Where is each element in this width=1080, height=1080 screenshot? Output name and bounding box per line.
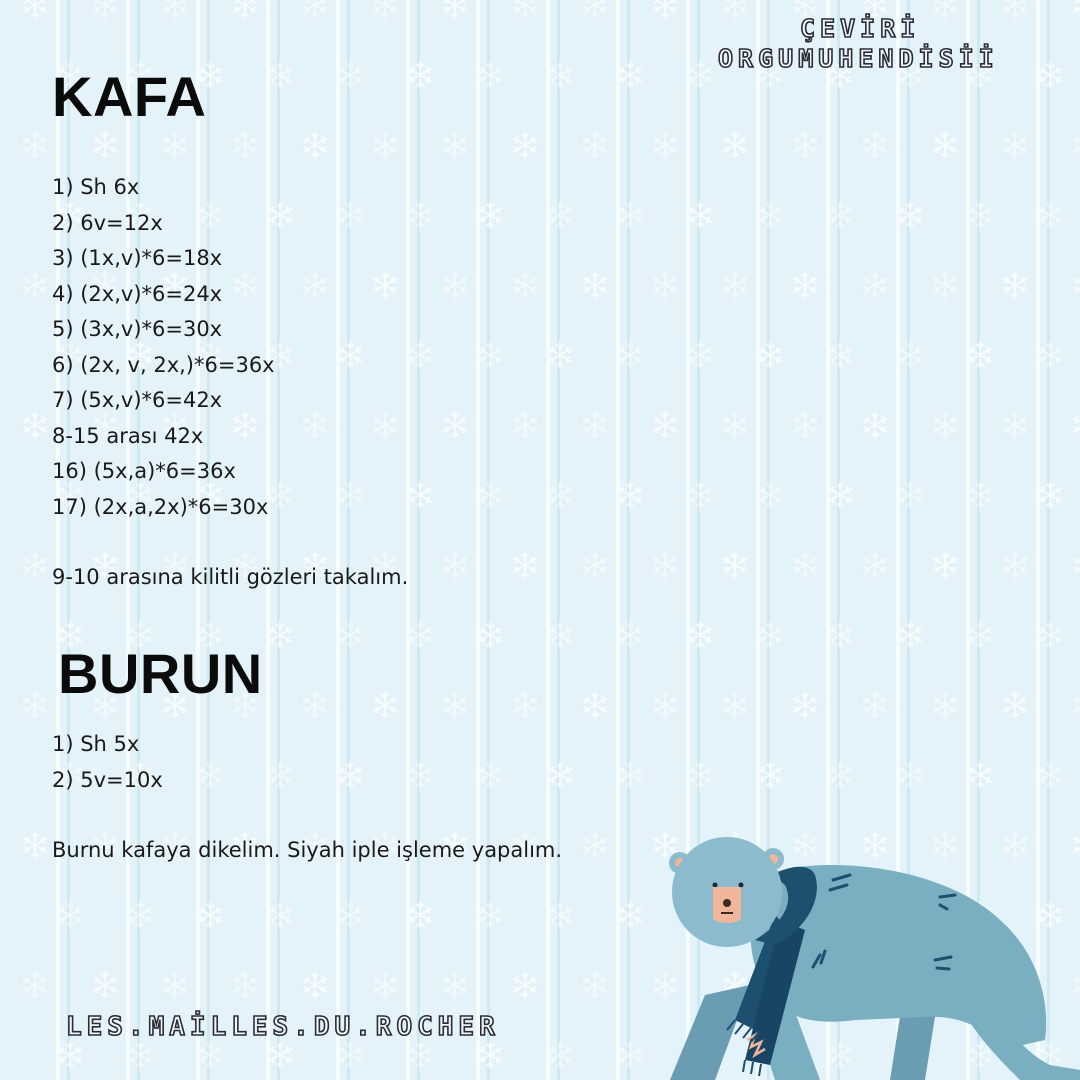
list-item: 5) (3x,v)*6=30x <box>52 317 223 341</box>
list-item: 2) 5v=10x <box>52 767 163 792</box>
snowflake-icon <box>755 200 785 230</box>
snowflake-icon <box>195 900 225 930</box>
snowflake-icon <box>755 480 785 510</box>
snowflake-icon <box>370 410 400 440</box>
snowflake-icon <box>405 900 435 930</box>
snowflake-icon <box>755 760 785 790</box>
snowflake-icon <box>685 60 715 90</box>
snowflake-icon <box>615 60 645 90</box>
snowflake-icon <box>615 900 645 930</box>
snowflake-icon <box>125 900 155 930</box>
snowflake-icon <box>440 550 470 580</box>
snowflake-icon <box>615 620 645 650</box>
snowflake-icon <box>440 0 470 20</box>
list-item: 1) Sh 6x <box>52 175 140 199</box>
snowflake-icon <box>1000 130 1030 160</box>
snowflake-icon <box>545 480 575 510</box>
snowflake-icon <box>195 1040 225 1070</box>
snowflake-icon <box>720 0 750 20</box>
bear-nose <box>723 899 731 907</box>
snowflake-icon <box>475 900 505 930</box>
snowflake-icon <box>405 340 435 370</box>
snowflake-icon <box>370 130 400 160</box>
snowflake-icon <box>335 620 365 650</box>
credit-top-line2: ORGUMUHENDİSİİ <box>718 44 999 73</box>
list-item: 17) (2x,a,2x)*6=30x <box>52 494 269 519</box>
bear-eye-right <box>739 883 744 888</box>
snowflake-icon <box>580 270 610 300</box>
snowflake-icon <box>650 690 680 720</box>
snowflake-icon <box>580 550 610 580</box>
snowflake-icon <box>790 690 820 720</box>
list-item: 8-15 arası 42x <box>52 423 204 448</box>
kafa-note: 9-10 arasına kilitli gözleri takalım. <box>52 565 409 589</box>
snowflake-icon <box>965 480 995 510</box>
snowflake-icon <box>895 200 925 230</box>
snowflake-icon <box>580 970 610 1000</box>
snowflake-icon <box>1070 130 1080 160</box>
snowflake-icon <box>475 480 505 510</box>
snowflake-icon <box>265 760 295 790</box>
snowflake-icon <box>90 130 120 160</box>
snowflake-icon <box>930 270 960 300</box>
snowflake-icon <box>510 550 540 580</box>
snowflake-icon <box>1035 480 1065 510</box>
list-item: 2) 6v=12x <box>52 210 163 235</box>
kafa-rows <box>52 170 275 525</box>
snowflake-icon <box>510 410 540 440</box>
snowflake-icon <box>265 900 295 930</box>
burun-note: Burnu kafaya dikelim. Siyah iple işleme yapalım. <box>52 838 563 862</box>
snowflake-icon <box>405 760 435 790</box>
burun-rows <box>52 727 163 798</box>
snowflake-icon <box>790 410 820 440</box>
snowflake-icon <box>300 130 330 160</box>
snowflake-icon <box>230 970 260 1000</box>
snowflake-icon <box>265 60 295 90</box>
snowflake-icon <box>1000 0 1030 20</box>
snowflake-icon <box>475 760 505 790</box>
snowflake-icon <box>720 270 750 300</box>
snowflake-icon <box>685 200 715 230</box>
snowflake-icon <box>580 410 610 440</box>
snowflake-icon <box>825 340 855 370</box>
snowflake-icon <box>545 900 575 930</box>
snowflake-icon <box>405 1040 435 1070</box>
snowflake-icon <box>930 130 960 160</box>
snowflake-icon <box>965 200 995 230</box>
snowflake-icon <box>160 130 190 160</box>
snowflake-icon <box>1000 550 1030 580</box>
snowflake-icon <box>650 550 680 580</box>
snowflake-icon <box>1035 60 1065 90</box>
snowflake-icon <box>160 0 190 20</box>
snowflake-icon <box>825 480 855 510</box>
snowflake-icon <box>90 0 120 20</box>
snowflake-icon <box>1070 550 1080 580</box>
snowflake-icon <box>440 690 470 720</box>
snowflake-icon <box>860 550 890 580</box>
snowflake-icon <box>580 690 610 720</box>
snowflake-icon <box>510 690 540 720</box>
kafa-heading: KAFA <box>52 65 207 128</box>
snowflake-icon <box>1000 270 1030 300</box>
snowflake-icon <box>615 760 645 790</box>
snowflake-icon <box>860 130 890 160</box>
snowflake-icon <box>405 60 435 90</box>
snowflake-icon <box>90 970 120 1000</box>
snowflake-icon <box>965 760 995 790</box>
list-item: 4) (2x,v)*6=24x <box>52 281 223 306</box>
snowflake-icon <box>125 1040 155 1070</box>
snowflake-icon <box>685 340 715 370</box>
credit-bottom: LES.MAİLLES.DU.ROCHER <box>66 1012 500 1042</box>
snowflake-icon <box>790 130 820 160</box>
snowflake-icon <box>895 620 925 650</box>
snowflake-icon <box>510 270 540 300</box>
snowflake-icon <box>965 340 995 370</box>
snowflake-icon <box>790 550 820 580</box>
snowflake-icon <box>1070 0 1080 20</box>
snowflake-icon <box>20 410 50 440</box>
snowflake-icon <box>755 340 785 370</box>
snowflake-icon <box>580 830 610 860</box>
snowflake-icon <box>195 760 225 790</box>
snowflake-icon <box>1035 620 1065 650</box>
snowflake-icon <box>475 60 505 90</box>
snowflake-icon <box>895 480 925 510</box>
snowflake-icon <box>440 130 470 160</box>
snowflake-icon <box>1000 690 1030 720</box>
snowflake-icon <box>335 1040 365 1070</box>
snowflake-icon <box>720 410 750 440</box>
snowflake-icon <box>475 620 505 650</box>
snowflake-icon <box>510 130 540 160</box>
snowflake-icon <box>20 270 50 300</box>
snowflake-icon <box>580 130 610 160</box>
snowflake-icon <box>1035 200 1065 230</box>
snowflake-icon <box>20 830 50 860</box>
snowflake-icon <box>20 970 50 1000</box>
snowflake-icon <box>300 970 330 1000</box>
snowflake-icon <box>370 0 400 20</box>
snowflake-icon <box>895 760 925 790</box>
snowflake-icon <box>615 480 645 510</box>
snowflake-icon <box>825 760 855 790</box>
snowflake-icon <box>650 270 680 300</box>
snowflake-icon <box>545 760 575 790</box>
snowflake-icon <box>265 620 295 650</box>
list-item: 6) (2x, v, 2x,)*6=36x <box>52 352 275 377</box>
snowflake-icon <box>860 410 890 440</box>
snowflake-icon <box>160 970 190 1000</box>
snowflake-icon <box>55 1040 85 1070</box>
snowflake-icon <box>440 410 470 440</box>
list-item: 1) Sh 5x <box>52 732 140 756</box>
snowflake-icon <box>895 340 925 370</box>
snowflake-icon <box>300 0 330 20</box>
bear-eye-left <box>713 883 718 888</box>
bear-front-leg-far <box>670 985 750 1080</box>
snowflake-icon <box>615 200 645 230</box>
snowflake-icon <box>930 690 960 720</box>
snowflake-icon <box>335 760 365 790</box>
snowflake-icon <box>580 0 610 20</box>
snowflake-icon <box>1035 340 1065 370</box>
snowflake-icon <box>860 690 890 720</box>
snowflake-icon <box>335 340 365 370</box>
snowflake-icon <box>685 760 715 790</box>
snowflake-icon <box>685 620 715 650</box>
snowflake-icon <box>20 130 50 160</box>
snowflake-icon <box>55 900 85 930</box>
snowflake-icon <box>615 1040 645 1070</box>
snowflake-icon <box>1070 410 1080 440</box>
snowflake-icon <box>370 690 400 720</box>
snowflake-icon <box>370 270 400 300</box>
snowflake-icon <box>720 130 750 160</box>
snowflake-icon <box>20 690 50 720</box>
snowflake-icon <box>300 410 330 440</box>
list-item: 7) (5x,v)*6=42x <box>52 388 223 412</box>
snowflake-icon <box>545 1040 575 1070</box>
snowflake-icon <box>1035 760 1065 790</box>
list-item: 3) (1x,v)*6=18x <box>52 246 223 270</box>
snowflake-icon <box>335 900 365 930</box>
snowflake-icon <box>230 130 260 160</box>
snowflake-icon <box>720 690 750 720</box>
snowflake-icon <box>790 270 820 300</box>
burun-heading: BURUN <box>58 642 263 705</box>
snowflake-icon <box>755 620 785 650</box>
snowflake-icon <box>335 200 365 230</box>
snowflake-icon <box>510 970 540 1000</box>
snowflake-icon <box>475 1040 505 1070</box>
snowflake-icon <box>1070 270 1080 300</box>
snowflake-icon <box>1000 410 1030 440</box>
snowflake-icon <box>545 620 575 650</box>
snowflake-icon <box>475 340 505 370</box>
snowflake-icon <box>370 970 400 1000</box>
list-item: 16) (5x,a)*6=36x <box>52 459 236 483</box>
snowflake-icon <box>860 270 890 300</box>
snowflake-icon <box>405 200 435 230</box>
snowflake-icon <box>650 410 680 440</box>
snowflake-icon <box>825 200 855 230</box>
snowflake-icon <box>510 0 540 20</box>
snowflake-icon <box>930 0 960 20</box>
snowflake-icon <box>405 480 435 510</box>
snowflake-icon <box>685 480 715 510</box>
snowflake-icon <box>1070 690 1080 720</box>
snowflake-icon <box>650 130 680 160</box>
snowflake-icon <box>20 550 50 580</box>
polar-bear-illustration <box>655 835 1080 1080</box>
snowflake-icon <box>475 200 505 230</box>
snowflake-icon <box>335 480 365 510</box>
snowflake-icon <box>265 1040 295 1070</box>
snowflake-icon <box>615 340 645 370</box>
snowflake-icon <box>230 0 260 20</box>
snowflake-icon <box>440 970 470 1000</box>
snowflake-icon <box>405 620 435 650</box>
snowflake-icon <box>300 270 330 300</box>
snowflake-icon <box>720 550 750 580</box>
snowflake-icon <box>965 620 995 650</box>
snowflake-icon <box>545 340 575 370</box>
snowflake-icon <box>20 0 50 20</box>
snowflake-icon <box>650 0 680 20</box>
snowflake-icon <box>930 410 960 440</box>
snowflake-icon <box>335 60 365 90</box>
snowflake-icon <box>930 550 960 580</box>
snowflake-icon <box>545 60 575 90</box>
snowflake-icon <box>545 200 575 230</box>
snowflake-icon <box>300 690 330 720</box>
snowflake-icon <box>440 270 470 300</box>
credit-top-line1: ÇEVİRİ <box>800 14 921 43</box>
snowflake-icon <box>825 620 855 650</box>
